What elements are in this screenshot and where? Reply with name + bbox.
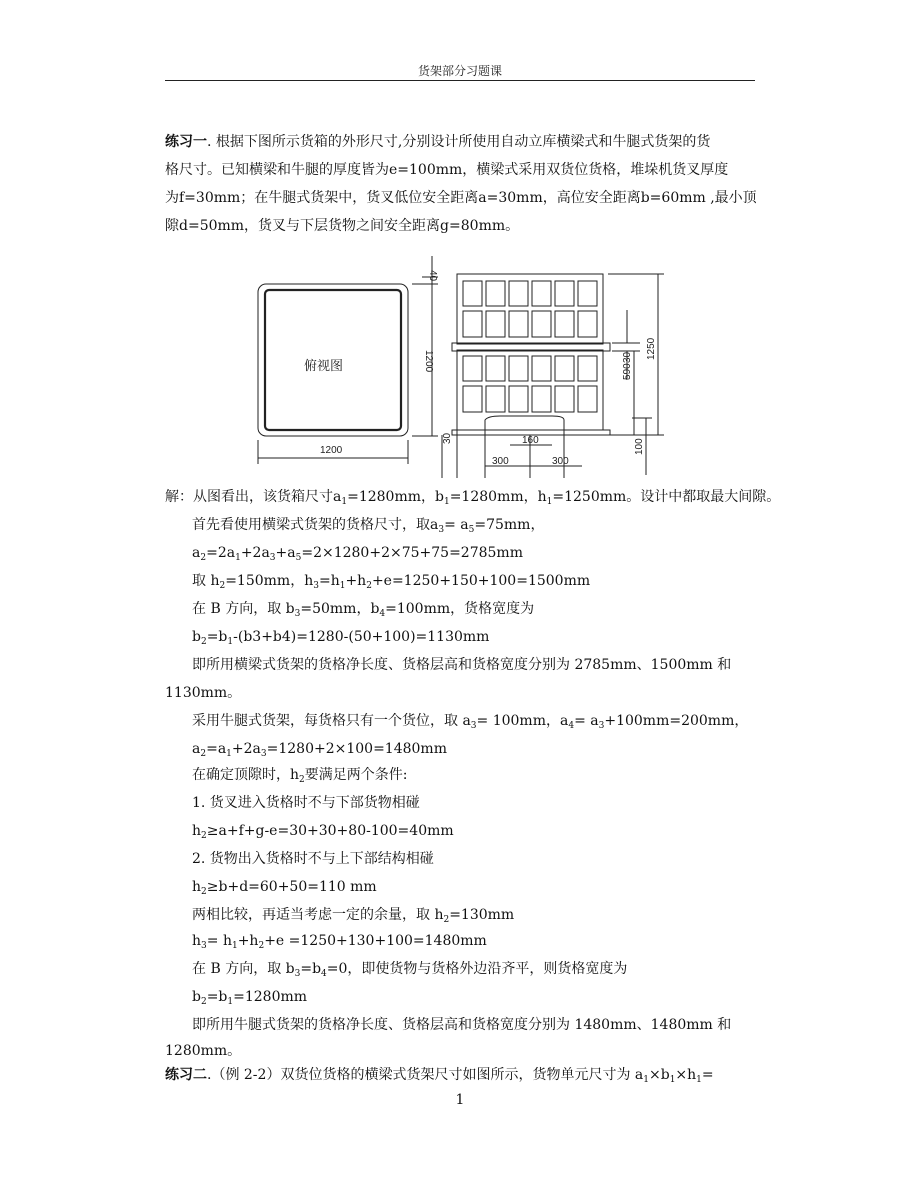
- header-rule: [165, 80, 755, 81]
- dim-590: 590: [622, 363, 633, 380]
- dim-1250: 1250: [646, 337, 657, 360]
- solution-line-14: 2. 货物出入货格时不与上下部结构相碰: [192, 851, 434, 867]
- exercise-2-line: 练习二.（例 2-2）双货位货格的横梁式货架尺寸如图所示，货物单元尺寸为 $a_1\times b_1\times h_1=$: [165, 1067, 714, 1085]
- solution-line-16: 两相比较，再适当考虑一定的余量，取 $h_2=130mm$: [192, 907, 515, 925]
- dim-300-a: 300: [492, 456, 509, 467]
- solution-line-9: 采用牛腿式货架，每货格只有一个货位，取 $a_3= 100mm$，$a_4= a_3+100mm=200mm$，: [192, 713, 749, 731]
- exercise-1-line-2: 格尺寸。已知横梁和牛腿的厚度皆为e=100mm，横梁式采用双货位货格，堆垛机货叉厚度: [165, 162, 729, 178]
- solution-line-11: 在确定顶隙时，$h_2$要满足两个条件:: [192, 767, 408, 785]
- dim-1200-vertical: 1200: [423, 350, 434, 373]
- dim-40: 40: [427, 270, 438, 282]
- solution-line-8: 1130mm。: [165, 685, 242, 701]
- dim-1200-horizontal: 1200: [320, 445, 343, 456]
- solution-line-17: $h_3= h_1+h_2+e =1250+130+100=1480mm$: [192, 933, 487, 951]
- lower-box: [457, 350, 603, 430]
- exercise-1-line-4: 隙d=50mm，货叉与下层货物之间安全距离g=80mm。: [165, 218, 520, 234]
- solution-line-13: $h_2\ge a+f+g-e=30+30+80-100=40mm$: [192, 823, 454, 841]
- solution-line-1: 解：从图看出，该货箱尺寸$a_1=1280mm$，$b_1=1280mm$，$h_1=1250mm$。设计中都取最大间隙。: [165, 489, 781, 507]
- solution-line-19: $b_2=b_1=1280mm$: [192, 989, 308, 1007]
- lower-cells: [463, 356, 597, 412]
- solution-line-21: 1280mm。: [165, 1043, 242, 1059]
- solution-line-10: $a_2=a_1+2a_3=1280+2\times 100=1480mm$: [192, 741, 447, 759]
- exercise-1-line-3: 为f=30mm；在牛腿式货架中，货叉低位安全距离a=30mm，高位安全距离b=60mm ,最小顶: [165, 190, 757, 206]
- solution-line-15: $h_2\ge b+d=60+50=110$ mm: [192, 879, 377, 897]
- page-header: 货架部分习题课: [417, 64, 502, 78]
- exercise-1-label: 练习一: [165, 134, 207, 150]
- solution-line-2: 首先看使用横梁式货架的货格尺寸，取$a_3= a_5=75mm$，: [192, 517, 545, 535]
- exercise-1-line-1: 练习一. 根据下图所示货箱的外形尺寸,分别设计所使用自动立库横梁式和牛腿式货架的货: [165, 134, 711, 150]
- solution-line-3: $a_2=2a_1+2a_3+a_5=2\times 1280+2\times 75+75=2785mm$: [192, 545, 523, 563]
- solution-line-6: $b_2=b_1-(b3+b4)=1280-(50+100)=1130mm$: [192, 629, 490, 647]
- dim-30-left: 30: [442, 432, 453, 444]
- forklift-opening: [485, 416, 564, 435]
- dim-300-b: 300: [552, 456, 569, 467]
- solution-line-4: 取 $h_2=150mm$，$h_3=h_1+h_2+e=1250+150+100=1500mm$: [192, 573, 591, 591]
- solution-line-7: 即所用横梁式货架的货格净长度、货格层高和货格宽度分别为 2785mm、1500mm 和: [192, 657, 732, 673]
- dim-160: 160: [522, 435, 539, 446]
- dim-30-right: 30: [622, 351, 633, 363]
- solution-line-12: 1. 货叉进入货格时不与下部货物相碰: [192, 795, 420, 811]
- solution-line-20: 即所用牛腿式货架的货格净长度、货格层高和货格宽度分别为 1480mm、1480mm 和: [192, 1017, 732, 1033]
- upper-box: [457, 274, 603, 344]
- exercise-1-paragraph: [165, 128, 760, 240]
- top-view-label: 俯视图: [304, 359, 344, 374]
- solution-line-5: 在 B 方向，取 $b_3=50mm$，$b_4=100mm$，货格宽度为: [192, 601, 535, 619]
- dim-100: 100: [634, 438, 645, 455]
- exercise-2-label: 练习二: [165, 1067, 207, 1083]
- solution-line-18: 在 B 方向，取 $b_3=b_4=0$，即使货物与货格外边沿齐平，则货格宽度为: [192, 961, 628, 979]
- upper-cells: [463, 281, 597, 337]
- dimension-figure: [252, 250, 672, 480]
- page-number: 1: [455, 1092, 465, 1108]
